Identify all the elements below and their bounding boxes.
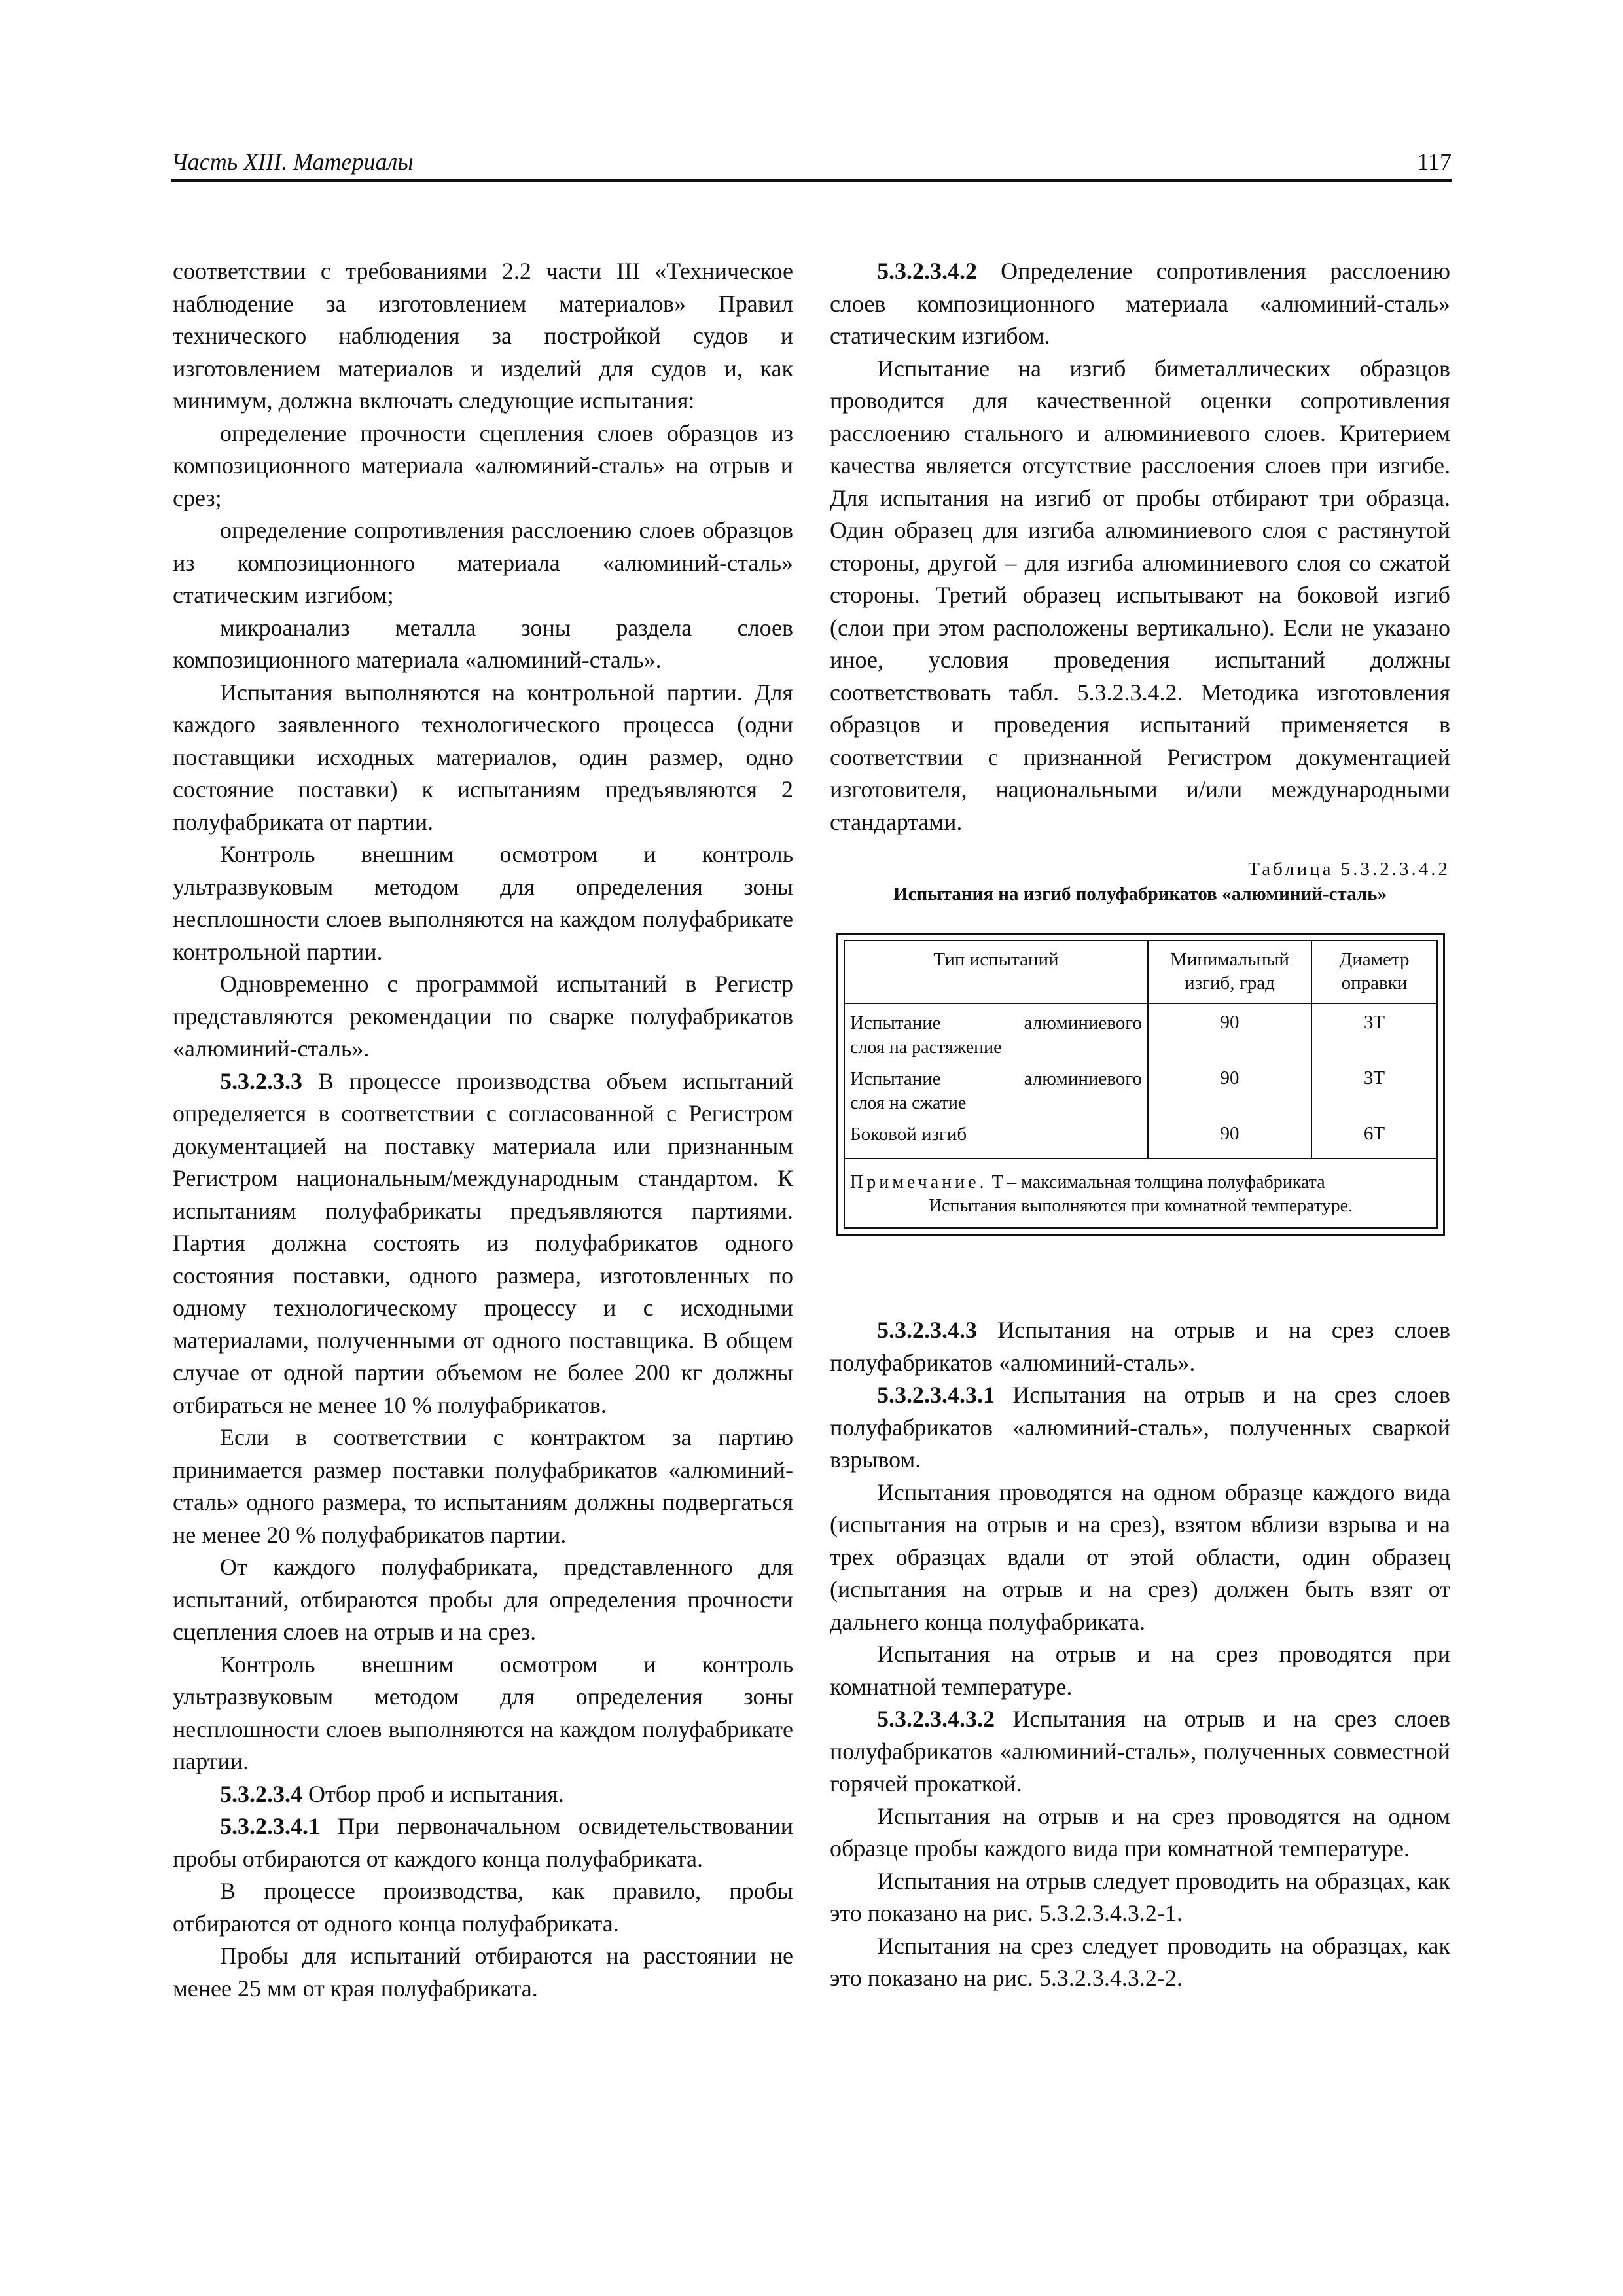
paragraph: Контроль внешним осмотром и контроль ультразвуковым методом для определения зоны несплошности слоев выполняются на каждом полуфабрикате контрольной партии. [173, 841, 793, 965]
paragraph-text: Отбор проб и испытания. [302, 1780, 564, 1807]
paragraph-text: Определение сопротивления расслоению слоев композиционного материала «алюминий-сталь» статическим изгибом. [830, 258, 1450, 349]
mandrel-diameter-cell: 6T [1311, 1118, 1437, 1158]
bend-angle-cell: 90 [1148, 1003, 1311, 1062]
paragraph: От каждого полуфабриката, представленного для испытаний, отбираются пробы для определения прочности сцепления слоев на отрыв и на срез. [173, 1554, 793, 1645]
clause-number: 5.3.2.3.3 [220, 1067, 302, 1094]
left-column [173, 255, 793, 2005]
bend-angle-cell: 90 [1148, 1118, 1311, 1158]
paragraph: Испытания выполняются на контрольной партии. Для каждого заявленного технологического процесса (одни поставщики исходных материалов, один размер, одно состояние поставки) к испытаниям предъявляются 2 полуфабриката от партии. [173, 679, 793, 835]
column-header: Минимальный изгиб, град [1148, 941, 1311, 1003]
paragraph: соответствии с требованиями 2.2 части III «Техническое наблюдение за изготовлением материалов» Правил технического наблюдения за постройкой судов и изготовлением материалов и изделий для судов и, как минимум, должна включать следующие испытания: [173, 258, 793, 414]
column-header: Диаметр оправки [1311, 941, 1437, 1003]
paragraph [830, 255, 1450, 353]
table-row [844, 1062, 1437, 1118]
right-column [830, 255, 1450, 1995]
paragraph-text: Испытания на отрыв и на срез слоев полуфабрикатов «алюминий-сталь». [830, 1317, 1450, 1376]
clause-number: 5.3.2.3.4.1 [220, 1813, 320, 1839]
paragraph-text: При первоначальном освидетельствовании пробы отбираются от каждого конца полуфабриката. [173, 1813, 793, 1872]
note-text-second: Испытания выполняются при комнатной температуре. [928, 1196, 1353, 1216]
table-header-row [844, 941, 1437, 1003]
paragraph: Испытание на изгиб биметаллических образцов проводится для качественной оценки сопротивления расслоению стального и алюминиевого слоев. Критерием качества является отсутствие расслоения слоев при изгибе. Для испытания на изгиб от пробы отбирают три образца. Один образец для изгиба алюминиевого слоя с растянутой стороны, другой – для изгиба алюминиевого слоя со сжатой стороны. Третий образец испытывают на боковой изгиб (слои при этом расположены вертикально). Если не указано иное, условия проведения испытаний должны соответствовать табл. 5.3.2.3.4.2. Методика изготовления образцов и проведения испытаний применяется в соответствии с признанной Регистром документацией изготовителя, национальными и/или международными стандартами. [830, 355, 1450, 835]
table-row [844, 1118, 1437, 1158]
bend-angle-cell: 90 [1148, 1062, 1311, 1118]
paragraph [830, 1703, 1450, 1801]
note-label: Примечание. [850, 1172, 988, 1193]
paragraph: определение прочности сцепления слоев образцов из композиционного материала «алюминий-сталь» на отрыв и срез; [173, 420, 793, 511]
note-text: T – максимальная толщина полуфабриката [987, 1172, 1325, 1193]
paragraph: Испытания проводятся на одном образце каждого вида (испытания на отрыв и на срез), взятом вблизи взрыва и на трех образцах вдали от этой области, один образец (испытания на отрыв и на срез) должен быть взят от дальнего конца полуфабриката. [830, 1479, 1450, 1635]
table-title: Испытания на изгиб полуфабрикатов «алюминий-сталь» [893, 884, 1387, 905]
paragraph: Испытания на срез следует проводить на образцах, как это показано на рис. 5.3.2.3.4.3.2-2. [830, 1932, 1450, 1991]
test-type-cell: Испытание алюминиевого слоя на сжатие [844, 1062, 1148, 1118]
spacer [830, 1236, 1450, 1314]
table-row [844, 1003, 1437, 1062]
clause-number: 5.3.2.3.4.3 [877, 1317, 977, 1343]
clause-number: 5.3.2.3.4.3.2 [877, 1706, 995, 1732]
test-type-cell: Испытание алюминиевого слоя на растяжение [844, 1003, 1148, 1062]
bend-test-table [836, 933, 1445, 1236]
paragraph: Контроль внешним осмотром и контроль ультразвуковым методом для определения зоны несплошности слоев выполняются на каждом полуфабрикате партии. [173, 1651, 793, 1774]
table-note-row [844, 1158, 1437, 1228]
paragraph: Одновременно с программой испытаний в Регистр представляются рекомендации по сварке полуфабрикатов «алюминий-сталь». [173, 971, 793, 1062]
paragraph [830, 1314, 1450, 1379]
paragraph: Если в соответствии с контрактом за партию принимается размер поставки полуфабрикатов «алюминий-сталь» одного размера, то испытаниям должны подвергаться не менее 20 % полуфабрикатов партии. [173, 1424, 793, 1548]
paragraph: определение сопротивления расслоению слоев образцов из композиционного материала «алюминий-сталь» статическим изгибом; [173, 517, 793, 608]
paragraph-text: Испытания на отрыв и на срез слоев полуфабрикатов «алюминий-сталь», полученных сваркой взрывом. [830, 1382, 1450, 1473]
paragraph [830, 1379, 1450, 1477]
clause-number: 5.3.2.3.4.3.1 [877, 1382, 995, 1408]
paragraph: Испытания на отрыв и на срез проводятся на одном образце пробы каждого вида при комнатной температуре. [830, 1803, 1450, 1861]
test-type-cell: Боковой изгиб [844, 1118, 1148, 1158]
running-header [171, 145, 1452, 182]
mandrel-diameter-cell: 3T [1311, 1062, 1437, 1118]
header-title: Часть XIII. Материалы [171, 149, 414, 175]
clause-number: 5.3.2.3.4 [220, 1780, 302, 1807]
column-header: Тип испытаний [844, 941, 1148, 1003]
paragraph-text: Испытания на отрыв и на срез слоев полуфабрикатов «алюминий-сталь», полученных совместной горячей прокаткой. [830, 1706, 1450, 1797]
paragraph: микроанализ металла зоны раздела слоев композиционного материала «алюминий-сталь». [173, 614, 793, 673]
page-number: 117 [1417, 149, 1452, 175]
paragraph [173, 1778, 793, 1811]
paragraph: Испытания на отрыв следует проводить на образцах, как это показано на рис. 5.3.2.3.4.3.2-1. [830, 1867, 1450, 1926]
paragraph: Пробы для испытаний отбираются на расстоянии не менее 25 мм от края полуфабриката. [173, 1943, 793, 2001]
mandrel-diameter-cell: 3T [1311, 1003, 1437, 1062]
paragraph-text: В процессе производства объем испытаний определяется в соответствии с согласованной с Регистром документацией на поставку материала или признанным Регистром национальным/международным стандартом. К испытаниям полуфабрикаты предъявляются партиями. Партия должна состоять из полуфабрикатов одного состояния поставки, одного размера, изготовленных по одному технологическому процессу и с исходными материалами, полученными от одного поставщика. В общем случае от одной партии объемом не более 200 кг должны отбираться не менее 10 % полуфабрикатов. [173, 1067, 793, 1418]
paragraph: Испытания на отрыв и на срез проводятся при комнатной температуре. [830, 1641, 1450, 1700]
clause-number: 5.3.2.3.4.2 [877, 258, 977, 284]
paragraph [173, 1066, 793, 1422]
paragraph [173, 1810, 793, 1875]
table-caption: Таблица 5.3.2.3.4.2 [1248, 859, 1450, 880]
table-note [844, 1158, 1437, 1228]
paragraph: В процессе производства, как правило, пробы отбираются от одного конца полуфабриката. [173, 1878, 793, 1937]
